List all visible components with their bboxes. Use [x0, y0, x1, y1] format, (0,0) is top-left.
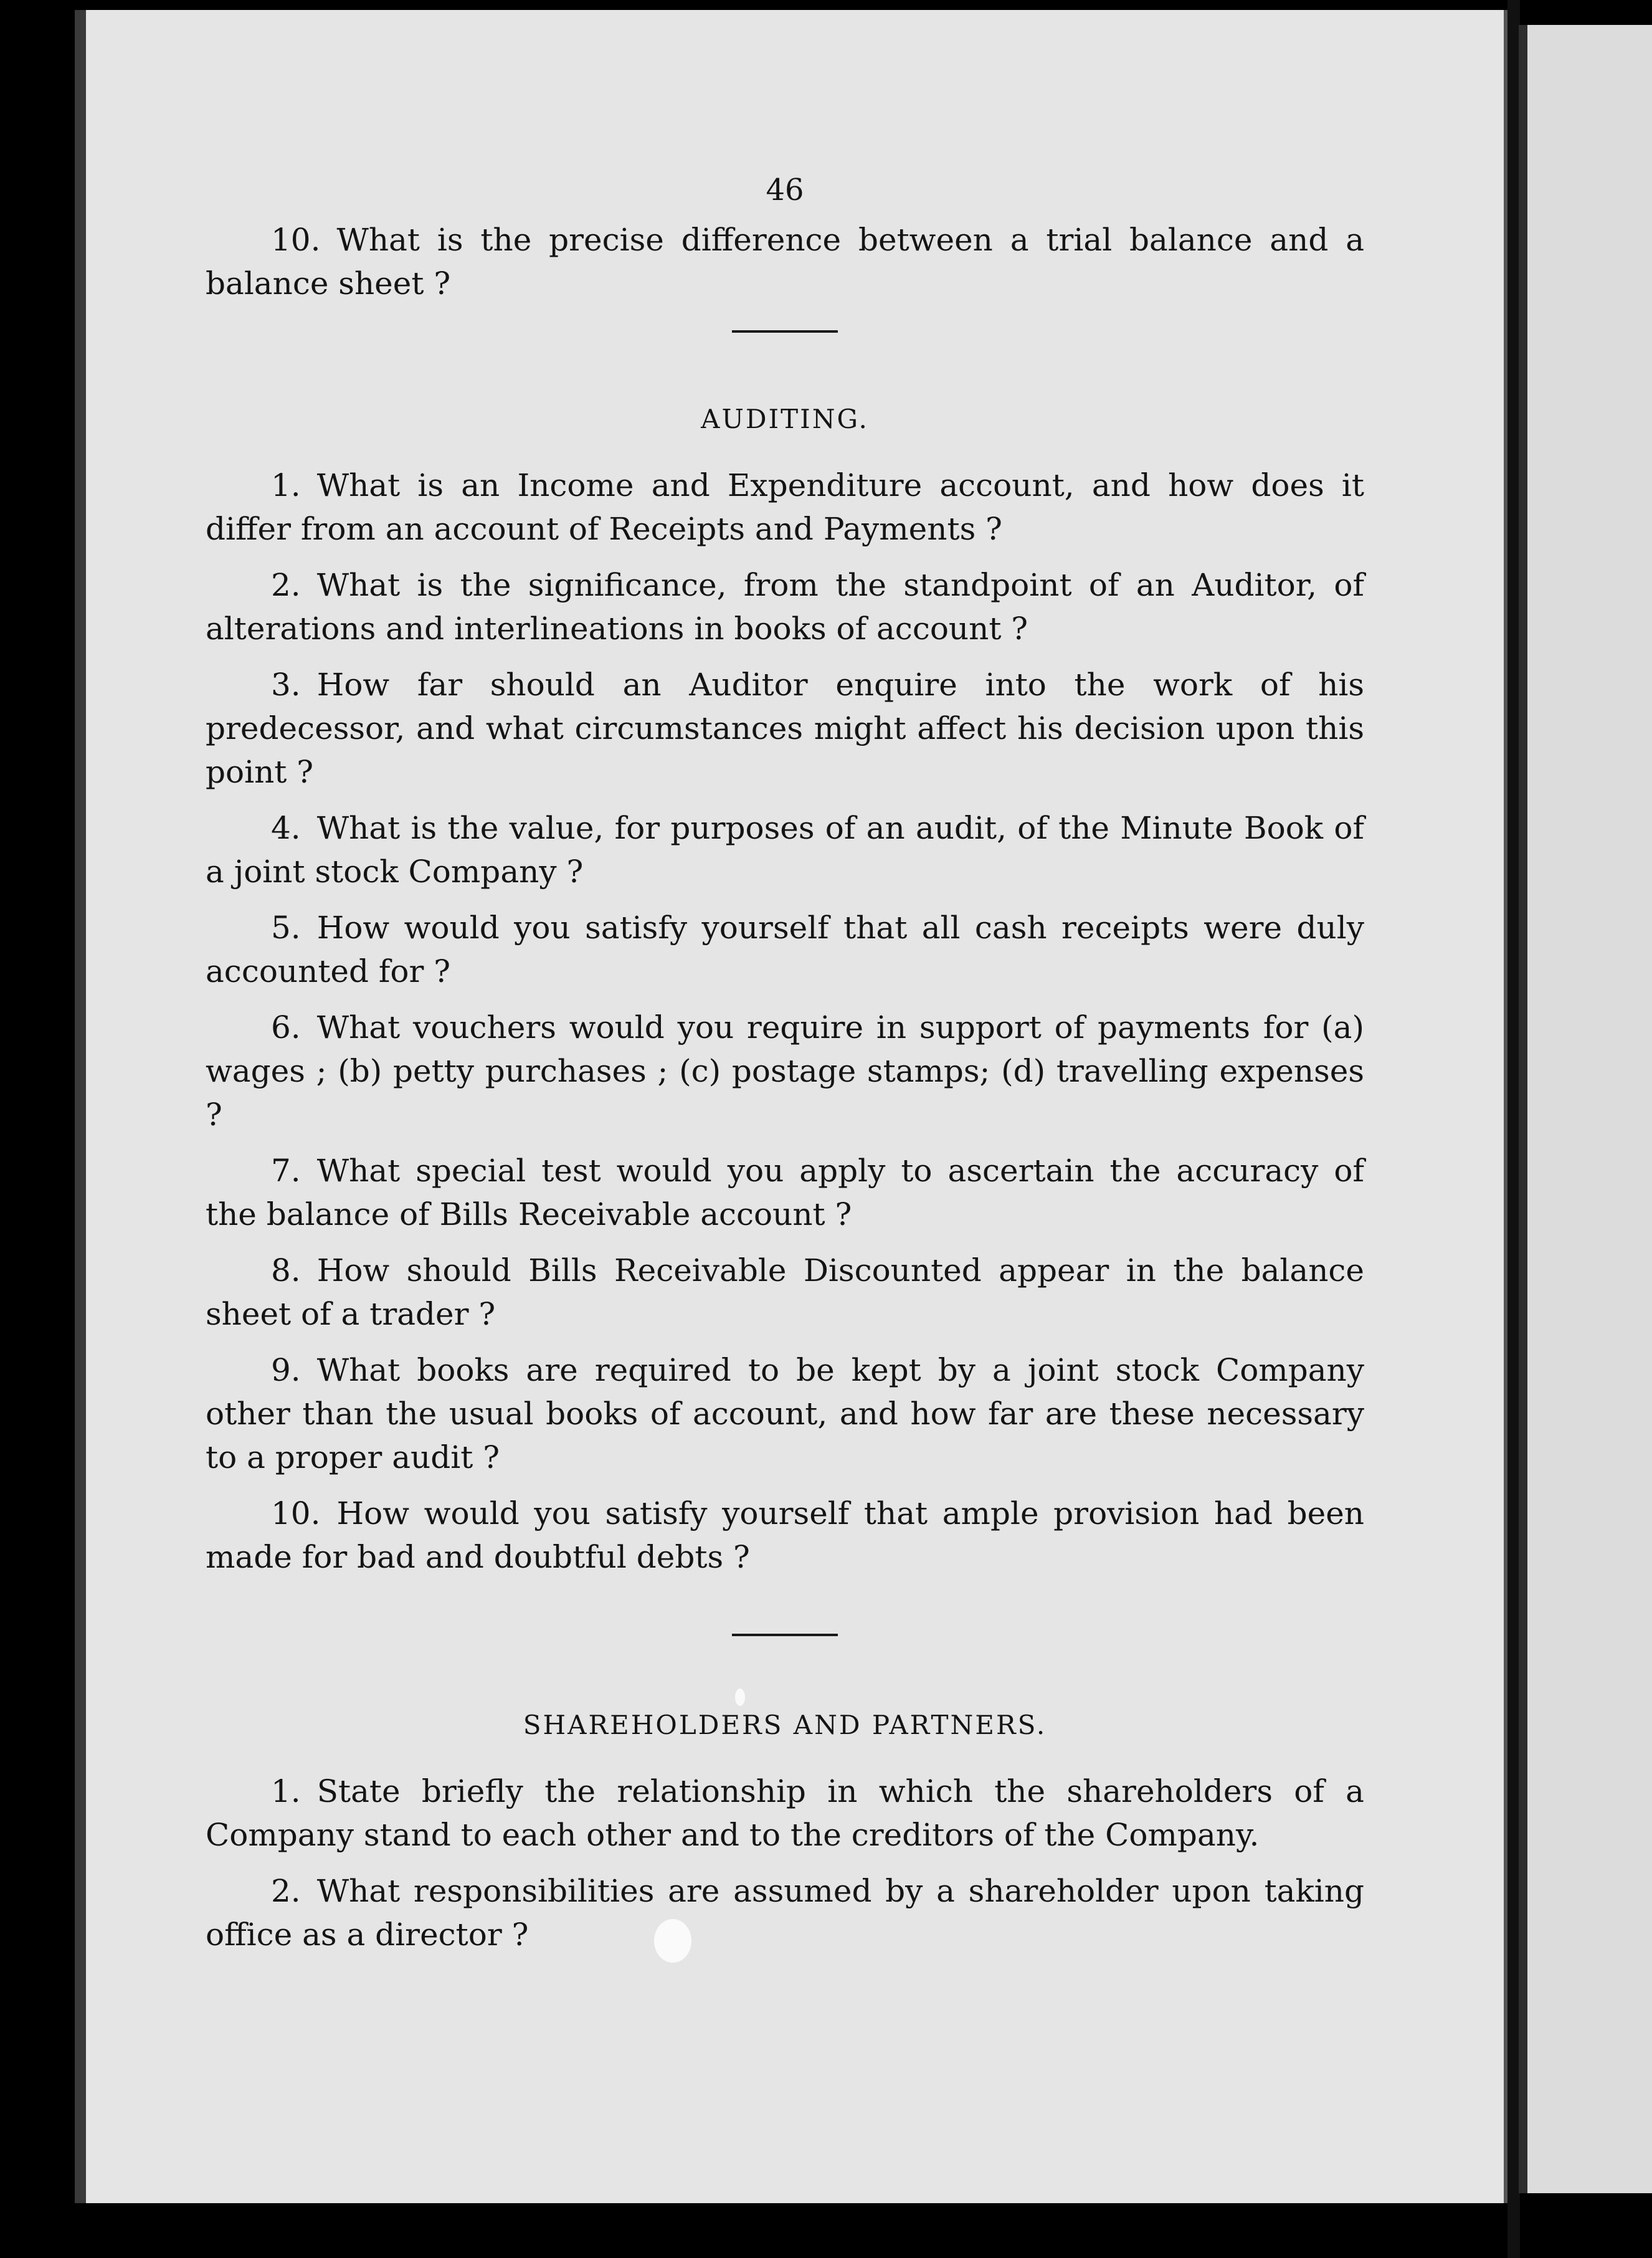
question-number: 5.	[271, 910, 301, 946]
section-heading-shareholders: SHAREHOLDERS AND PARTNERS.	[523, 1710, 1047, 1740]
question-text: What vouchers would you require in support of payments for (a) wages ; (b) petty purchases ; (c) postage stamps; (d) travelling expenses ?	[206, 1009, 1364, 1133]
section-divider	[732, 1634, 838, 1636]
question-number: 9.	[271, 1352, 301, 1388]
question-item	[206, 464, 1364, 551]
question-number: 10.	[271, 222, 321, 258]
question-text: How far should an Auditor enquire into the work of his predecessor, and what circumstances might affect his decision upon this point ?	[206, 667, 1364, 790]
question-item	[206, 1249, 1364, 1336]
question-item	[206, 663, 1364, 794]
question-text: What is the value, for purposes of an audit, of the Minute Book of a joint stock Company ?	[206, 810, 1364, 890]
question-number: 10.	[271, 1495, 321, 1532]
question-number: 6.	[271, 1009, 301, 1046]
question-item	[206, 906, 1364, 993]
question-text: What books are required to be kept by a joint stock Company other than the usual books of account, and how far are these necessary to a proper audit ?	[206, 1352, 1364, 1475]
question-number: 7.	[271, 1153, 301, 1189]
auditing-question-list	[206, 464, 1364, 1579]
question-item	[206, 1348, 1364, 1479]
question-item	[206, 218, 1364, 305]
page-number: 46	[766, 173, 804, 207]
spine-shadow	[1507, 0, 1520, 2258]
question-number: 4.	[271, 810, 301, 846]
question-number: 8.	[271, 1252, 301, 1289]
question-item	[206, 1006, 1364, 1136]
adjacent-page-edge	[1519, 25, 1652, 2193]
question-text: State briefly the relationship in which the shareholders of a Company stand to each other and to the creditors of the Company.	[206, 1773, 1364, 1853]
question-text: What is the precise difference between a trial balance and a balance sheet ?	[206, 222, 1364, 302]
question-item	[206, 1770, 1364, 1857]
question-text: What responsibilities are assumed by a shareholder upon taking office as a director ?	[206, 1873, 1364, 1953]
question-text: How would you satisfy yourself that all cash receipts were duly accounted for ?	[206, 910, 1364, 989]
section-heading-auditing: AUDITING.	[701, 404, 869, 434]
question-text: What is an Income and Expenditure account, and how does it differ from an account of Receipts and Payments ?	[206, 467, 1364, 547]
question-item	[206, 1149, 1364, 1236]
question-number: 1.	[271, 1773, 301, 1809]
page-content	[206, 168, 1364, 1969]
question-number: 3.	[271, 667, 301, 703]
question-number: 2.	[271, 1873, 301, 1909]
question-text: How should Bills Receivable Discounted appear in the balance sheet of a trader ?	[206, 1252, 1364, 1332]
section-divider	[732, 330, 838, 333]
question-item	[206, 563, 1364, 650]
question-text: What is the significance, from the standpoint of an Auditor, of alterations and interlineations in books of account ?	[206, 567, 1364, 647]
shareholders-question-list	[206, 1770, 1364, 1956]
question-number: 1.	[271, 467, 301, 503]
question-item	[206, 806, 1364, 893]
question-number: 2.	[271, 567, 301, 603]
question-item	[206, 1492, 1364, 1579]
question-item	[206, 1869, 1364, 1956]
question-text: How would you satisfy yourself that ample provision had been made for bad and doubtful debts ?	[206, 1495, 1364, 1575]
question-text: What special test would you apply to ascertain the accuracy of the balance of Bills Receivable account ?	[206, 1153, 1364, 1232]
